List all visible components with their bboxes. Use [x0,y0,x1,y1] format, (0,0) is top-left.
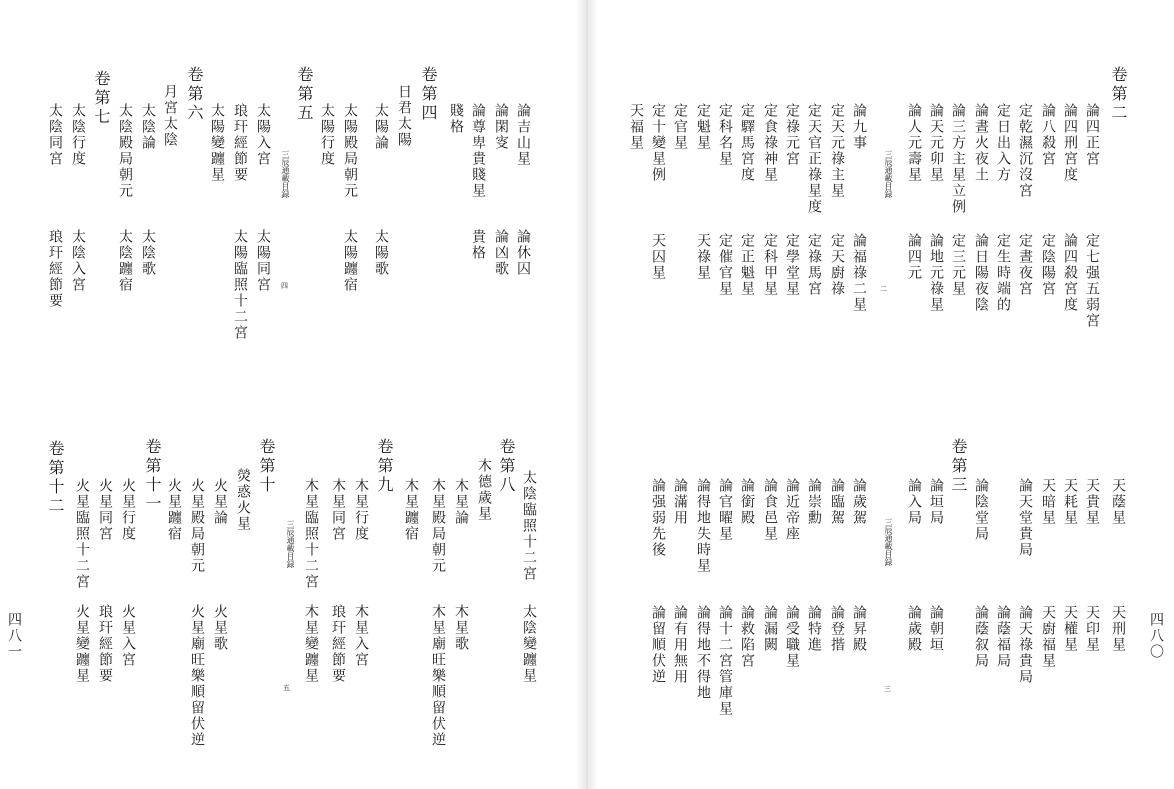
entry: 太陰入宮 [70,229,86,293]
entry: 琅玕經節要 [97,604,113,684]
entry: 定祿馬宮 [806,233,822,297]
entry: 太陰躔宿 [117,229,133,293]
entry: 太陽行度 [319,103,335,167]
volume-heading: 卷第四 [419,66,438,123]
entry: 太陽躔宿 [342,229,358,293]
entry: 太陽歌 [373,229,389,277]
volume-heading: 卷第八 [497,438,516,495]
entry: 論尊卑貴賤星 [470,103,486,199]
entry: 論四元 [906,233,922,281]
entry: 定驛馬宮度 [739,103,755,183]
entry: 定天元祿主星 [829,103,845,199]
entry: 論銜殿 [739,478,755,526]
entry: 定晝夜宮 [1017,233,1033,297]
page-stamp: 三辰通載目録 [286,520,295,568]
entry: 論得地不得地 [695,605,711,701]
page-mark: 五 [283,684,290,692]
entry: 火星行度 [120,478,136,542]
entry: 火星躔宿 [166,478,182,542]
book-gutter [576,0,598,789]
entry: 木星論 [453,478,469,526]
entry: 天暗星 [1040,478,1056,526]
entry: 論有用無用 [672,605,688,685]
page-mark: 二 [880,285,887,293]
entry: 論臨駕 [829,478,845,526]
entry: 太陽入宮 [255,103,271,167]
volume-heading: 卷第二 [1109,66,1128,123]
entry: 太陰論 [140,103,156,151]
entry: 火星廟旺樂順留伏逆 [189,604,205,748]
entry: 論崇勳 [806,478,822,526]
entry: 貴格 [470,229,486,261]
entry: 定日出入方 [995,103,1011,183]
entry: 論得地失時星 [695,478,711,574]
entry: 太陽臨照十二宮 [232,229,248,341]
entry: 木星廟旺樂順留伏逆 [430,604,446,748]
entry: 木星歌 [453,604,469,652]
volume-heading: 卷第三 [949,438,968,495]
entry: 論入局 [906,478,922,526]
entry: 定天廚祿 [829,233,845,297]
entry: 太陰殿局朝元 [117,103,133,199]
volume-heading: 卷第六 [185,66,204,123]
volume-heading: 卷第十一 [143,438,162,514]
entry: 論四殺宮度 [1062,233,1078,313]
volume-heading: 卷第五 [295,66,314,123]
volume-heading: 卷第十 [257,438,276,495]
entry: 論救陷宮 [739,605,755,669]
entry: 論朝垣 [928,605,944,653]
entry: 論漏闕 [762,605,778,653]
entry: 定生時端的 [995,233,1011,313]
entry: 琅玕經節要 [47,229,63,309]
entry: 論日陽夜陰 [973,233,989,313]
entry: 定七强五弱宮 [1084,233,1100,329]
entry: 論歲駕 [851,478,867,526]
entry: 火星殿局朝元 [189,478,205,574]
entry: 論近帝座 [784,478,800,542]
entry: 火星歌 [212,604,228,652]
page-stamp: 三辰通載目録 [884,150,893,198]
entry: 論滿用 [672,478,688,526]
entry: 定官星 [672,103,688,151]
entry: 天囚星 [650,233,666,281]
entry: 太陰行度 [70,103,86,167]
entry: 賤格 [448,103,464,135]
entry: 定催官星 [717,233,733,297]
entry: 論十二宮管庫星 [717,605,733,717]
entry: 琅玕經節要 [330,604,346,684]
entry: 論受職星 [784,605,800,669]
entry: 太陽論 [373,103,389,151]
entry: 定魁星 [695,103,711,151]
entry: 木星行度 [353,478,369,542]
entry: 火星論 [212,478,228,526]
entry: 天耗星 [1062,478,1078,526]
entry: 太陽變躔星 [209,103,225,183]
entry: 論歲殿 [906,605,922,653]
page-stamp: 三辰通載目録 [884,518,893,566]
entry: 論福祿二星 [851,233,867,313]
entry: 論閑叜 [493,103,509,151]
entry: 論晝火夜土 [973,103,989,183]
entry: 日君太陽 [396,84,412,148]
entry: 論留順伏逆 [650,605,666,685]
entry: 定乾濕沉沒宮 [1017,103,1033,199]
entry: 天蔭星 [1110,478,1126,526]
entry: 天福星 [628,103,644,151]
entry: 定食祿神星 [762,103,778,183]
entry: 天貴星 [1084,478,1100,526]
page-number-right: 四八〇 [1148,612,1164,660]
entry: 天刑星 [1110,605,1126,653]
page-mark: 四 [281,282,288,290]
entry: 木德歲星 [476,458,492,522]
entry: 論垣局 [928,478,944,526]
entry: 太陰變躔星 [521,604,537,684]
volume-heading: 卷第七 [92,70,111,127]
entry: 論蔭叙局 [973,605,989,669]
entry: 論强弱先後 [650,478,666,558]
entry: 論蔭福局 [995,605,1011,669]
entry: 火星同宮 [97,478,113,542]
entry: 論九事 [851,103,867,151]
entry: 論官曜星 [717,478,733,542]
entry: 木星殿局朝元 [430,478,446,574]
entry: 定天官正祿星度 [806,103,822,215]
entry: 論天堂貴局 [1017,478,1033,558]
page-number-left: 四八一 [6,612,22,660]
entry: 火星變躔星 [74,604,90,684]
entry: 太陰歌 [140,229,156,277]
entry: 定十變星例 [650,103,666,183]
entry: 定祿元宮 [784,103,800,167]
entry: 論天祿貴局 [1017,605,1033,685]
page-mark: 三 [884,685,891,693]
entry: 論天元卯星 [928,103,944,183]
entry: 論特進 [806,605,822,653]
entry: 定科名星 [717,103,733,167]
entry: 太陽同宮 [255,229,271,293]
entry: 論人元壽星 [906,103,922,183]
entry: 天權星 [1062,605,1078,653]
entry: 論四正宮 [1084,103,1100,167]
entry: 論陰堂局 [973,478,989,542]
entry: 論地元祿星 [928,233,944,313]
entry: 定陰陽宮 [1040,233,1056,297]
entry: 天印星 [1084,605,1100,653]
entry: 論四刑宮度 [1062,103,1078,183]
entry: 定正魁星 [739,233,755,297]
entry: 太陽殿局朝元 [342,103,358,199]
entry: 定學堂星 [784,233,800,297]
entry: 木星變躔星 [303,604,319,684]
entry: 論食邑星 [762,478,778,542]
entry: 月宮太陰 [162,84,178,148]
entry: 定科甲星 [762,233,778,297]
entry: 論登揩 [829,605,845,653]
entry: 論昇殿 [851,605,867,653]
volume-heading: 卷第十二 [46,440,65,516]
entry: 定三元星 [950,233,966,297]
entry: 熒惑火星 [235,468,251,532]
entry: 論吉山星 [515,103,531,167]
entry: 論凶歌 [493,229,509,277]
page-stamp: 三辰通載目録 [281,150,290,198]
entry: 木星入宮 [353,604,369,668]
entry: 天祿星 [695,233,711,281]
entry: 火星臨照十二宮 [74,478,90,590]
entry: 論休囚 [515,229,531,277]
entry: 天廚福星 [1040,605,1056,669]
entry: 太陰臨照十二宮 [521,470,537,582]
volume-heading: 卷第九 [375,438,394,495]
entry: 木星躔宿 [403,478,419,542]
entry: 木星同宮 [330,478,346,542]
entry: 太陰同宮 [47,103,63,167]
entry: 木星臨照十二宮 [303,478,319,590]
entry: 火星入宮 [120,604,136,668]
entry: 琅玕經節要 [232,103,248,183]
entry: 論三方主星立例 [950,103,966,215]
entry: 論八殺宮 [1040,103,1056,167]
